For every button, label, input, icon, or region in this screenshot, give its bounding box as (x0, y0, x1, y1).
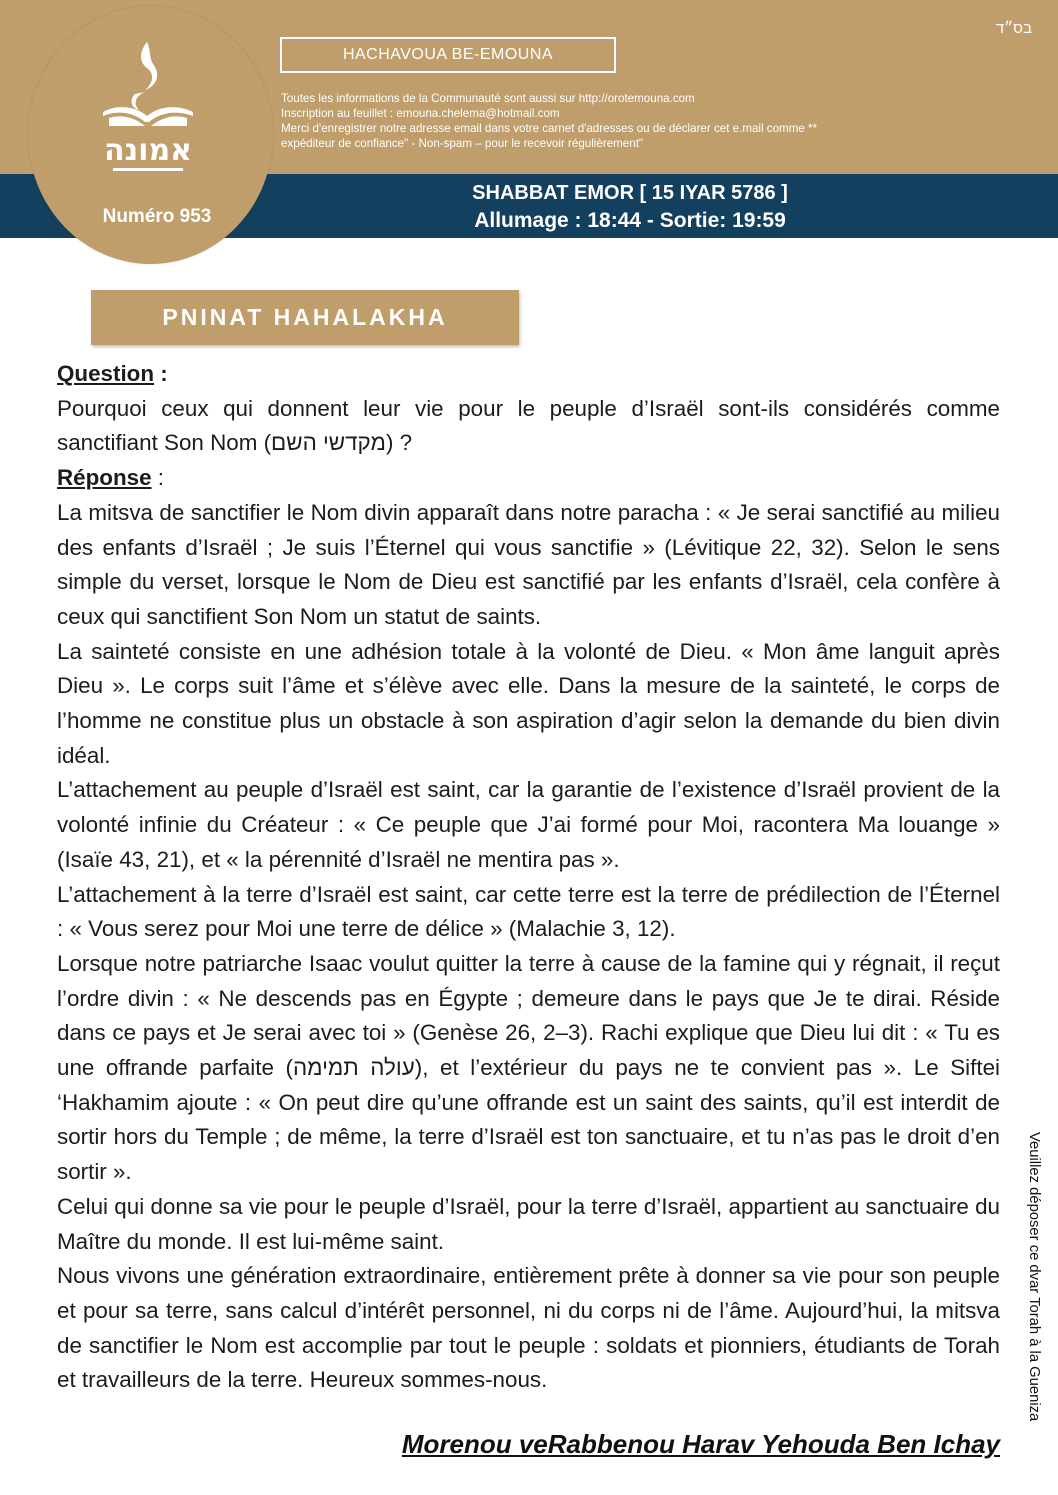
answer-paragraph: La sainteté consiste en une adhésion totale à la volonté de Dieu. « Mon âme languit après Dieu ». Le corps suit l’âme et s’élève avec elle. Dans la mesure de la sainteté, le corps de l’homme ne constitue plus un obstacle à son aspiration d’agir selon la demande du bien divin idéal. (57, 638, 1000, 768)
header-info (281, 91, 981, 151)
article-body (57, 357, 1000, 1398)
info-line: expéditeur de confiance" - Non-spam – pour le recevoir régulièrement" (281, 137, 644, 150)
emouna-logo-icon (95, 38, 201, 180)
answer-colon: : (151, 465, 165, 491)
answer-paragraph: L’attachement à la terre d’Israël est saint, car cette terre est la terre de prédilection de l’Éternel : « Vous serez pour Moi une terre de délice » (Malachie 3, 12). (57, 881, 1000, 942)
question-colon: : (154, 361, 168, 386)
author-signature: Morenou veRabbenou Harav Yehouda Ben Ichay (401, 1429, 1000, 1459)
info-line: Merci d'enregistrer notre adresse email dans votre carnet d'adresses ou de déclarer cet e.mail comme ** (281, 122, 818, 135)
newsletter-name: HACHAVOUA BE-EMOUNA (342, 46, 554, 63)
shabbat-title: SHABBAT EMOR [ 15 IYAR 5786 ] (472, 182, 788, 204)
answer-paragraph: Lorsque notre patriarche Isaac voulut quitter la terre à cause de la famine qui y régnait, il reçut l’ordre divin : « Ne descends pas en Égypte ; demeure dans le pays que Je te dirai. Réside dans ce pays et Je serai avec toi » (Genèse 26, 2–3). Rachi explique que Dieu lui dit : « Tu es une offrande parfaite (עולה תמימה), et l’extérieur du pays ne te convient pas ». Le Siftei ‘Hakhamim ajoute : « On peut dire qu’une offrande est un saint des saints, qu’il est interdit de sortir hors du Temple ; de même, la terre d’Israël est ton sanctuaire, et tu n’as pas le droit d’en sortir ». (57, 950, 1000, 1185)
answer-paragraph: L’attachement au peuple d’Israël est saint, car la garantie de l’existence d’Israël provient de la volonté infinie du Créateur : « Ce peuple que J’ai formé pour Moi, racontera Ma louange » (Isaïe 43, 21), et « la pérennité d’Israël ne mentira pas ». (57, 777, 1000, 872)
shabbat-times: Allumage : 18:44 - Sortie: 19:59 (474, 209, 786, 232)
section-title (91, 290, 519, 345)
answer-paragraph: Celui qui donne sa vie pour le peuple d’Israël, pour la terre d’Israël, appartient au sanctuaire du Maître du monde. Il est lui-même saint. (57, 1193, 1000, 1254)
answer-paragraph: Nous vivons une génération extraordinaire, entièrement prête à donner sa vie pour son peuple et pour sa terre, sans calcul d’intérêt personnel, ni du corps ni de l’âme. Aujourd’hui, la mitsva de sanctifier le Nom est accomplie par tout le peuple : soldats et pionniers, étudiants de Torah et travailleurs de la terre. Heureux sommes-nous. (57, 1263, 1000, 1393)
guenizah-note: Veuillez déposer ce dvar Torah à la Guenizа (1026, 1132, 1042, 1422)
newsletter-name-box (280, 37, 616, 73)
answer-heading (57, 461, 1000, 496)
info-line: Toutes les informations de la Communauté sont aussi sur http://orotemouna.com (281, 92, 695, 105)
bsd-mark: בס״ד (995, 20, 1032, 37)
question-heading (57, 357, 1000, 392)
answer-paragraph: La mitsva de sanctifier le Nom divin apparaît dans notre paracha : « Je serai sanctifié au milieu des enfants d’Israël ; Je suis l’Éternel qui vous sanctifie » (Lévitique 22, 32). Selon le sens simple du verset, lorsque le Nom de Dieu est sanctifié par les enfants d’Israël, cela confère à ceux qui sanctifient Son Nom un statut de saints. (57, 499, 1000, 629)
answer-label: Réponse (57, 465, 152, 491)
question-text: Pourquoi ceux qui donnent leur vie pour le peuple d’Israël sont-ils considérés comme sanctifiant Son Nom (מקדשי השם) ? (57, 395, 1000, 456)
info-line: Inscription au feuillet : emouna.chelema@hotmail.com (281, 107, 560, 120)
issue-number: Numéro 953 (102, 206, 212, 227)
section-title-text: PNINAT HAHALAKHA (162, 304, 448, 330)
question-label: Question (57, 361, 155, 386)
svg-text:אמונה: אמונה (103, 133, 193, 168)
